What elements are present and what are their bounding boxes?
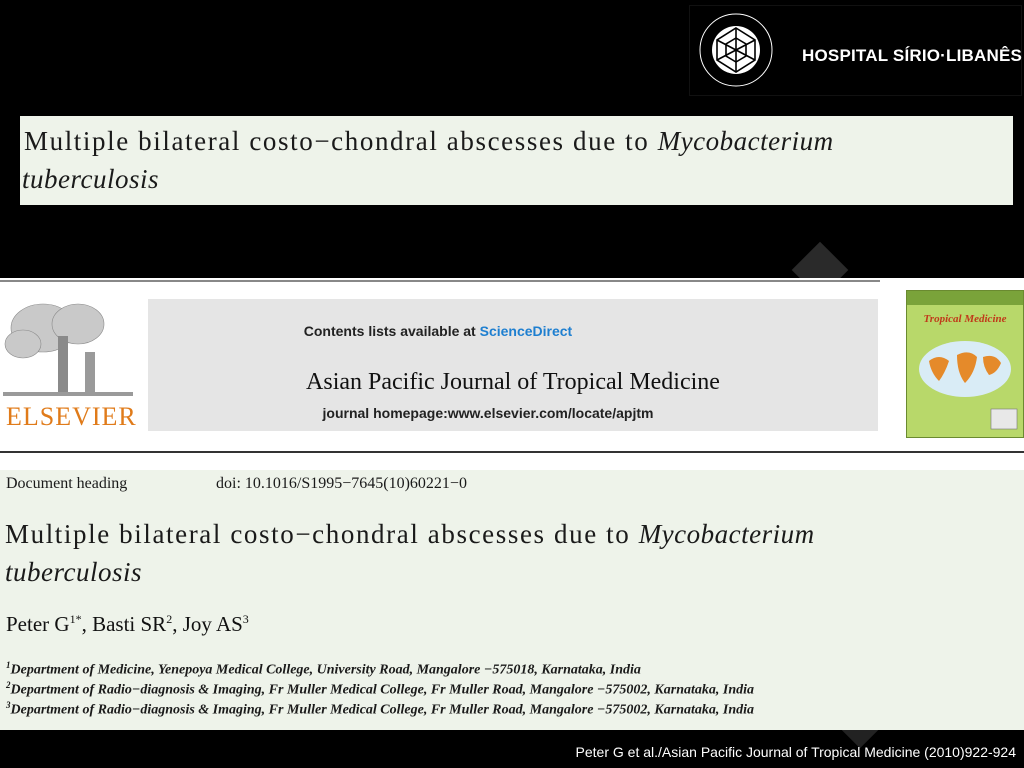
- author-list: [6, 612, 249, 637]
- top-title-line1: [24, 122, 834, 160]
- affiliation-text: Department of Radio−diagnosis & Imaging, Fr Muller Medical College, Fr Muller Road, Mangalore −575002, Karnataka, India: [10, 702, 754, 718]
- hospital-seal-icon: [698, 12, 774, 88]
- author: Joy AS: [182, 612, 243, 636]
- hospital-logo: [689, 5, 1022, 96]
- top-title-line2: [22, 160, 159, 198]
- affiliation-number: 2: [6, 680, 11, 690]
- article-title-line2: [5, 553, 815, 591]
- article-heading-area: [0, 470, 1024, 730]
- section-rule: [0, 451, 1024, 453]
- author-superscript: 3: [242, 612, 249, 626]
- doi: doi: 10.1016/S1995−7645(10)60221−0: [216, 475, 467, 492]
- article-page: [0, 278, 1024, 730]
- affiliation-number: 1: [6, 660, 11, 670]
- header-rule: [0, 280, 880, 282]
- affiliation-text: Department of Radio−diagnosis & Imaging, Fr Muller Medical College, Fr Muller Road, Mangalore −575002, Karnataka, India: [10, 682, 754, 698]
- document-heading-label: Document heading: [6, 475, 128, 492]
- author-separator: ,: [172, 612, 183, 636]
- author-superscript: 1*: [69, 612, 82, 626]
- elsevier-wordmark: ELSEVIER: [6, 402, 137, 431]
- footer-citation: Peter G et al./Asian Pacific Journal of Tropical Medicine (2010)922-924: [575, 744, 1016, 760]
- article-title-italic: Mycobacterium: [638, 519, 815, 549]
- journal-header-box: [148, 299, 878, 431]
- article-title-text: Multiple bilateral costo−chondral abscesses due to: [5, 519, 631, 549]
- article-title-line2-text: tuberculosis: [5, 557, 142, 587]
- journal-homepage[interactable]: journal homepage:www.elsevier.com/locate/apjtm: [322, 405, 654, 421]
- article-title-line1: [5, 515, 815, 553]
- sciencedirect-link[interactable]: ScienceDirect: [479, 323, 573, 339]
- author: Peter G: [6, 612, 70, 636]
- top-title-line2-text: tuberculosis: [22, 164, 159, 194]
- affiliation-2: [6, 680, 754, 699]
- journal-cover-image: [906, 290, 1024, 438]
- affiliation-3: [6, 700, 754, 719]
- journal-name: Asian Pacific Journal of Tropical Medicine: [306, 369, 720, 395]
- affiliation-text: Department of Medicine, Yenepoya Medical College, University Road, Mangalore −575018, Karnataka, India: [10, 662, 641, 678]
- cover-title: Tropical Medicine: [923, 313, 1007, 325]
- affiliation-1: [6, 660, 641, 679]
- author: Basti SR: [92, 612, 167, 636]
- author-separator: ,: [81, 612, 93, 636]
- contents-prefix: Contents lists available at: [303, 323, 476, 339]
- contents-line: [148, 323, 728, 339]
- affiliation-number: 3: [6, 700, 11, 710]
- author-superscript: 2: [166, 612, 173, 626]
- top-title-strip: [20, 116, 1013, 205]
- cover-map-icon: [907, 291, 1023, 437]
- elsevier-tree-icon: [3, 296, 133, 400]
- article-title: [5, 515, 815, 591]
- top-title-italic: Mycobacterium: [657, 126, 834, 156]
- hospital-name: HOSPITAL SÍRIO·LIBANÊS: [802, 46, 1023, 65]
- top-title-text: Multiple bilateral costo−chondral abscesses due to: [24, 126, 650, 156]
